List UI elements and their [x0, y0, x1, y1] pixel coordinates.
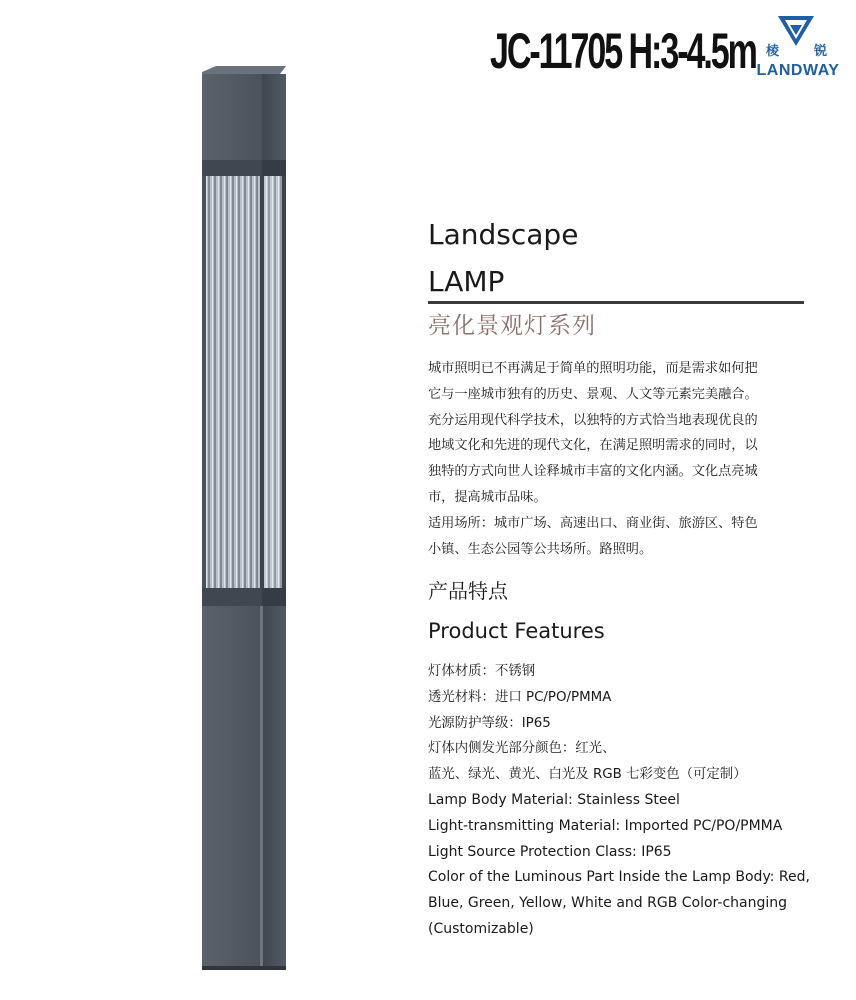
intro-line: 地域文化和先进的现代文化，在满足照明需求的同时，以: [428, 438, 758, 454]
spec-line-en: Light Source Protection Class: IP65: [428, 843, 672, 860]
spec-line-en: Light-transmitting Material: Imported PC/PO/PMMA: [428, 817, 783, 834]
spec-line-cn: 光源防护等级：IP65: [428, 715, 551, 731]
spec-line-en: Blue, Green, Yellow, White and RGB Color-changing: [428, 895, 788, 912]
features-title-en: Product Features: [428, 619, 605, 643]
intro-line: 它与一座城市独有的历史、景观、人文等元素完美融合。: [428, 386, 758, 402]
intro-line: 市，提高城市品味。: [428, 489, 547, 505]
features-title-cn: 产品特点: [428, 579, 508, 603]
intro-line: 充分运用现代科学技术，以独特的方式恰当地表现优良的: [428, 412, 758, 428]
brand-logo: [750, 14, 846, 80]
spec-line-cn: 蓝光、绿光、黄光、白光及 RGB 七彩变色（可定制）: [428, 767, 747, 783]
heading-lamp: LAMP: [428, 265, 505, 298]
heading-landscape: Landscape: [428, 218, 579, 251]
model-title: JC-11705 H:3-4.5m: [490, 23, 756, 79]
intro-line: 适用场所：城市广场、高速出口、商业街、旅游区、特色: [428, 515, 758, 531]
lamp-post-image: [190, 60, 300, 980]
features-list: [428, 659, 848, 943]
intro-line: 独特的方式向世人诠释城市丰富的文化内涵。文化点亮城: [428, 464, 758, 480]
triangle-shield-logo-icon: [776, 14, 816, 48]
intro-paragraph: [428, 356, 828, 562]
intro-line: 小镇、生态公园等公共场所。路照明。: [428, 541, 653, 557]
spec-line-en: Color of the Luminous Part Inside the Lamp Body: Red,: [428, 869, 810, 886]
spec-line-en: (Customizable): [428, 920, 534, 937]
intro-line: 城市照明已不再满足于简单的照明功能，而是需求如何把: [428, 361, 758, 376]
spec-line-en: Lamp Body Material: Stainless Steel: [428, 791, 680, 808]
spec-line-cn: 透光材料：进口 PC/PO/PMMA: [428, 689, 612, 705]
heading-subtitle-cn: 亮化景观灯系列: [428, 313, 596, 339]
spec-line-cn: 灯体内侧发光部分颜色：红光、: [428, 741, 616, 757]
brand-name-cn-left: 棱: [766, 44, 780, 59]
brand-name-cn-right: 锐: [814, 44, 828, 59]
heading-divider: [428, 301, 804, 304]
brand-name-en: LANDWAY: [756, 62, 840, 79]
spec-line-cn: 灯体材质：不锈钢: [428, 664, 536, 679]
